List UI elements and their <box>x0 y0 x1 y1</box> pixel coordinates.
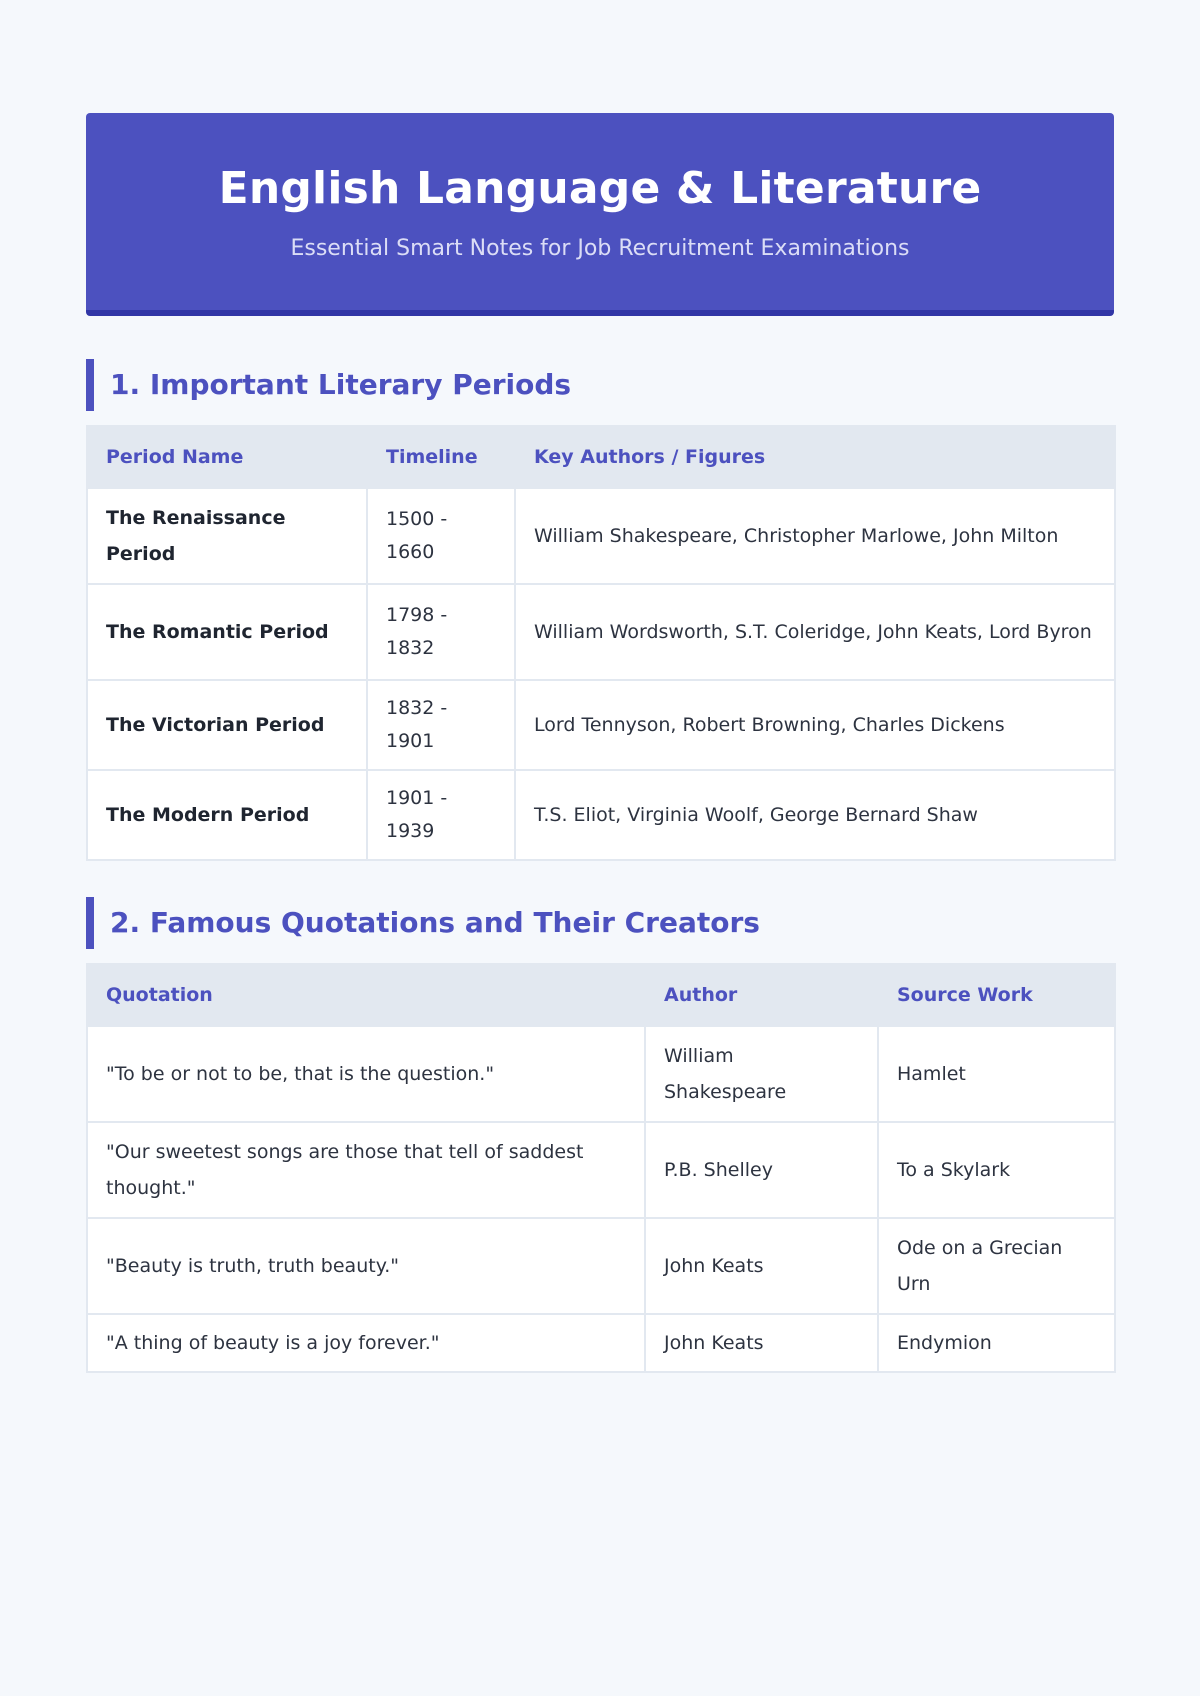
authors-cell: William Wordsworth, S.T. Coleridge, John Keats, Lord Byron <box>515 584 1115 680</box>
author-cell: John Keats <box>645 1218 878 1314</box>
authors-cell: Lord Tennyson, Robert Browning, Charles Dickens <box>515 680 1115 770</box>
authors-cell: T.S. Eliot, Virginia Woolf, George Bernard Shaw <box>515 770 1115 860</box>
authors-cell: William Shakespeare, Christopher Marlowe, John Milton <box>515 488 1115 584</box>
column-header-author: Author <box>645 964 878 1026</box>
quotation-cell: "Beauty is truth, truth beauty." <box>87 1218 645 1314</box>
literary-periods-table <box>86 425 1116 861</box>
table-row <box>87 680 1115 770</box>
column-header-period-name: Period Name <box>87 426 367 488</box>
period-name-cell: The Victorian Period <box>87 680 367 770</box>
source-work-cell: Hamlet <box>878 1026 1115 1122</box>
column-header-key-authors: Key Authors / Figures <box>515 426 1115 488</box>
quotation-cell: "To be or not to be, that is the question." <box>87 1026 645 1122</box>
author-cell: John Keats <box>645 1314 878 1372</box>
table-row <box>87 770 1115 860</box>
document-title: English Language & Literature <box>218 163 982 214</box>
quotations-table <box>86 963 1116 1373</box>
timeline-cell: 1500 - 1660 <box>367 488 515 584</box>
column-header-timeline: Timeline <box>367 426 515 488</box>
period-name-cell: The Renaissance Period <box>87 488 367 584</box>
author-cell: P.B. Shelley <box>645 1122 878 1218</box>
document-subtitle: Essential Smart Notes for Job Recruitment Examinations <box>290 235 910 261</box>
quotation-cell: "Our sweetest songs are those that tell of saddest thought." <box>87 1122 645 1218</box>
timeline-cell: 1798 - 1832 <box>367 584 515 680</box>
table-header-row <box>87 426 1115 488</box>
source-work-cell: Endymion <box>878 1314 1115 1372</box>
column-header-source-work: Source Work <box>878 964 1115 1026</box>
table-header-row <box>87 964 1115 1026</box>
source-work-cell: Ode on a Grecian Urn <box>878 1218 1115 1314</box>
table-row <box>87 1314 1115 1372</box>
table-row <box>87 584 1115 680</box>
author-cell: William Shakespeare <box>645 1026 878 1122</box>
timeline-cell: 1832 - 1901 <box>367 680 515 770</box>
table-row <box>87 1026 1115 1122</box>
period-name-cell: The Modern Period <box>87 770 367 860</box>
section-title-famous-quotations: 2. Famous Quotations and Their Creators <box>86 897 1114 949</box>
table-row <box>87 488 1115 584</box>
timeline-cell: 1901 - 1939 <box>367 770 515 860</box>
document-header <box>86 113 1114 316</box>
table-row <box>87 1122 1115 1218</box>
section-title-literary-periods: 1. Important Literary Periods <box>86 359 1114 411</box>
source-work-cell: To a Skylark <box>878 1122 1115 1218</box>
quotation-cell: "A thing of beauty is a joy forever." <box>87 1314 645 1372</box>
table-row <box>87 1218 1115 1314</box>
column-header-quotation: Quotation <box>87 964 645 1026</box>
document-page <box>86 113 1114 1373</box>
period-name-cell: The Romantic Period <box>87 584 367 680</box>
